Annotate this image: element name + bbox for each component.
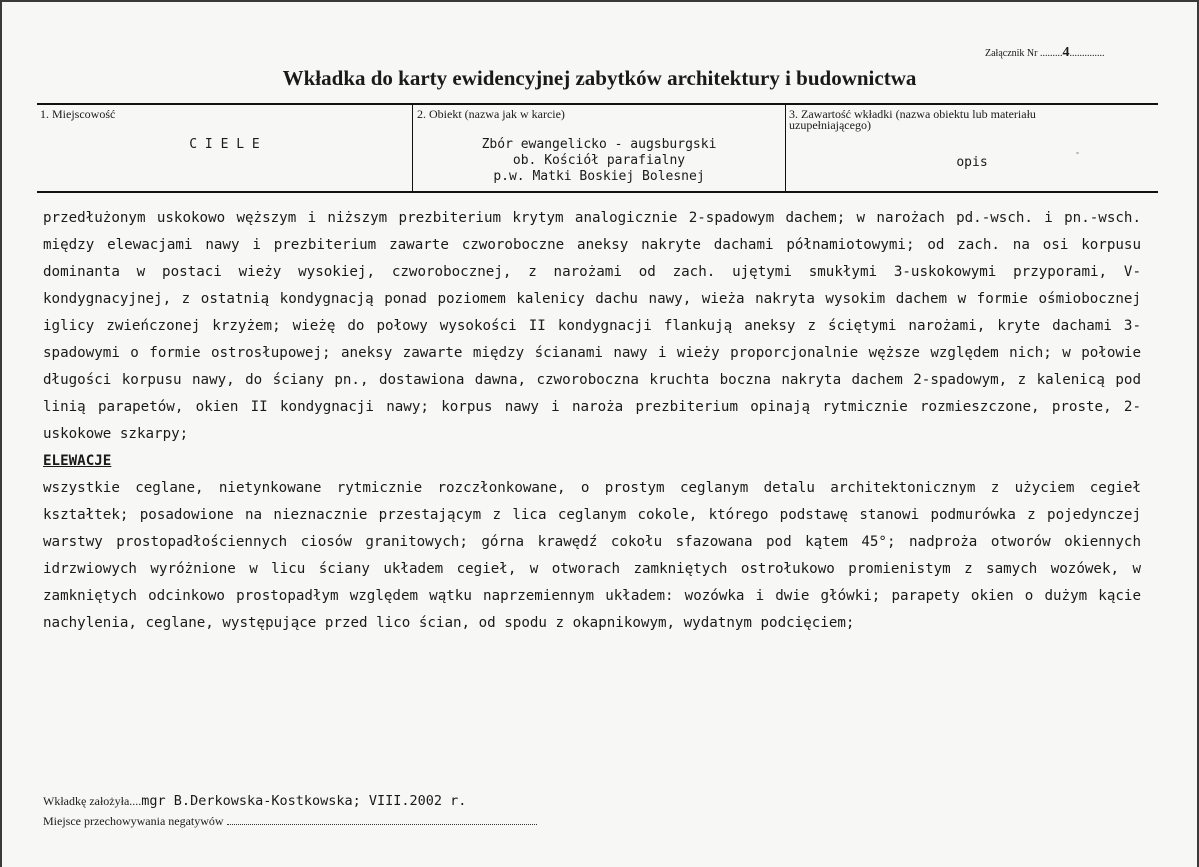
locality-label: 1. Miejscowość	[40, 107, 116, 121]
annex-number-value: 4	[1062, 45, 1070, 60]
header-divider-2	[785, 105, 786, 191]
object-label: 2. Obiekt (nazwa jak w karcie)	[417, 107, 565, 121]
annex-number	[985, 45, 1104, 61]
author-label: Wkładkę założyła....	[43, 794, 142, 808]
object-value	[413, 137, 785, 185]
object-name-line-3: p.w. Matki Boskiej Bolesnej	[493, 169, 705, 184]
content-value: opis	[956, 155, 988, 170]
page-title: Wkładka do karty ewidencyjnej zabytków architektury i budownictwa	[282, 66, 917, 90]
negatives-storage-label: Miejsce przechowywania negatywów	[43, 814, 224, 828]
annex-suffix: ..............	[1069, 48, 1105, 59]
content-label-line-1: 3. Zawartość wkładki (nazwa obiektu lub materiału	[789, 107, 1036, 121]
section-heading-elevations: ELEWACJE	[43, 453, 112, 469]
negatives-storage-line	[43, 814, 537, 829]
negatives-storage-dotted-line	[227, 816, 537, 825]
annex-prefix: Załącznik Nr .........	[985, 48, 1063, 59]
author-line	[43, 793, 466, 809]
scan-edge-left	[0, 0, 2, 867]
scan-speck	[1076, 152, 1079, 154]
scan-edge-top	[0, 0, 1199, 2]
description-body	[43, 205, 1141, 637]
header-table	[37, 103, 1158, 193]
locality-value: C I E L E	[189, 137, 260, 152]
content-label-line-2: uzupełniającego)	[789, 118, 871, 132]
content-label	[789, 109, 1036, 131]
object-name-line-1: Zbór ewangelicko - augsburgski	[481, 137, 717, 152]
author-value: mgr B.Derkowska-Kostkowska; VIII.2002 r.	[141, 793, 467, 809]
object-name-line-2: ob. Kościół parafialny	[512, 153, 686, 168]
description-paragraph-2: wszystkie ceglane, nietynkowane rytmicznie rozczłonkowane, o prostym ceglanym detalu architektonicznym z użyciem cegieł kształtek; posadowione na nieznacznie przestającym z lica ceglanym cokole, którego podstawę stanowi podmurówka z pojedynczej warstwy prostopadłościennych ciosów granitowych; górna krawędź cokołu sfazowana pod kątem 45°; nadproża otworów okiennych idrzwiowych wyróżnione w licu ściany układem cegieł, w otworach zamkniętych ostrołukowo promienistym z samych wozówek, w zamkniętych odcinkowo prostopadłym względem wątku naprzemiennym układem: wozówka i dwie główki; parapety okien o dużym kącie nachylenia, ceglane, występujące przed lico ścian, od spodu z okapnikowym, wydatnym podcięciem;	[43, 480, 1141, 631]
description-paragraph-1: przedłużonym uskokowo węższym i niższym prezbiterium krytym analogicznie 2-spadowym dachem; w narożach pd.-wsch. i pn.-wsch. między elewacjami nawy i prezbiterium zawarte czworoboczne aneksy nakryte dachami półnamiotowymi; od zach. na osi korpusu dominanta w postaci wieży wysokiej, czworobocznej, z narożami od zach. ujętymi smukłymi 3-uskokowymi przyporami, V-kondygnacyjnej, z ostatnią kondygnacją ponad poziomem kalenicy dachu nawy, wieża nakryta wysokim dachem w formie ośmiobocznej iglicy zwieńczonej krzyżem; wieżę do połowy wysokości II kondygnacji flankują aneksy z ściętymi narożami, kryte dachami 3-spadowymi o formie ostrosłupowej; aneksy zawarte między ścianami nawy i wieży proporcjonalnie węższe względem nich; w połowie długości korpusu nawy, do ściany pn., dostawiona dawna, czworoboczna kruchta boczna nakryta dachem 2-spadowym, z kalenicą pod linią parapetów, okien II kondygnacji nawy; korpus nawy i naroża prezbiterium opinają rytmicznie rozmieszczone, proste, 2-uskokowe szkarpy;	[43, 210, 1141, 442]
